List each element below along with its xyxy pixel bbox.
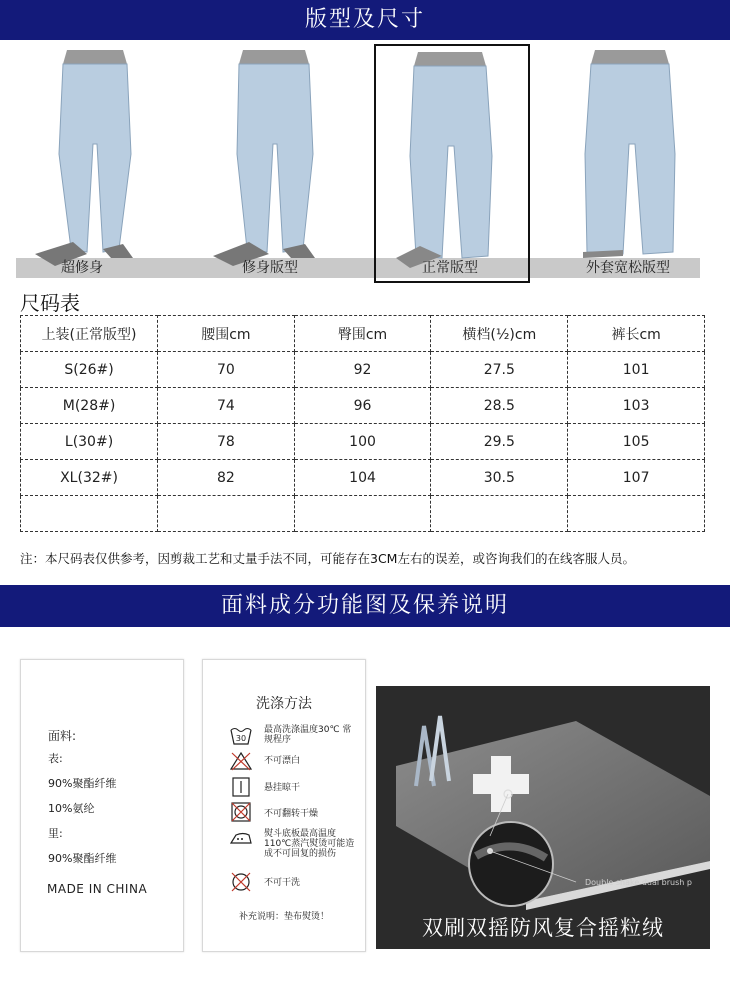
fit-size-banner: 版型及尺寸 [0, 0, 730, 40]
material-outer-comp2: 10%氨纶 [48, 802, 95, 815]
wash-instruction-4: 不可翻转干燥 [264, 809, 319, 819]
size-chart-title: 尺码表 [20, 291, 80, 315]
no-tumble-dry-icon [229, 801, 253, 823]
iron-icon [229, 826, 253, 848]
table-cell [568, 496, 705, 532]
wash-instruction-3: 悬挂晾干 [264, 783, 301, 793]
material-lining-comp: 90%聚酯纤维 [48, 852, 117, 865]
wash-supplement-note: 补充说明：垫布熨烫！ [238, 912, 329, 922]
table-cell: 104 [294, 460, 431, 496]
table-cell: 105 [568, 424, 705, 460]
table-cell: 78 [158, 424, 295, 460]
fabric-sub-caption: Double shake dual brush p [585, 878, 692, 887]
line-dry-icon [229, 776, 253, 798]
material-card [20, 659, 184, 952]
pants-illustration [553, 44, 713, 279]
fit-label-regular: 正常版型 [422, 260, 478, 276]
table-cell [294, 496, 431, 532]
pants-illustration [376, 46, 528, 281]
wash-instruction-6: 不可干洗 [264, 878, 301, 888]
fabric-care-banner: 面料成分功能图及保养说明 [0, 585, 730, 627]
table-cell [431, 496, 568, 532]
fit-regular-selected[interactable] [374, 44, 530, 283]
table-cell: 101 [568, 352, 705, 388]
table-cell: M(28#) [21, 388, 158, 424]
table-header: 上装(正常版型) [21, 316, 158, 352]
pants-illustration [195, 44, 355, 279]
fabric-caption: 双刷双摇防风复合摇粒绒 [422, 916, 664, 940]
wash-temp-text: 30 [235, 734, 247, 743]
material-fabric-label: 面料: [48, 729, 77, 743]
table-cell: 96 [294, 388, 431, 424]
no-dry-clean-icon [229, 871, 253, 893]
table-cell: 70 [158, 352, 295, 388]
fit-super-slim[interactable] [15, 44, 175, 279]
table-cell: 28.5 [431, 388, 568, 424]
wash-care-card [202, 659, 366, 952]
table-cell: 100 [294, 424, 431, 460]
table-cell: 103 [568, 388, 705, 424]
table-cell: L(30#) [21, 424, 158, 460]
table-cell: 92 [294, 352, 431, 388]
table-header: 横档(½)cm [431, 316, 568, 352]
fit-label-slim: 修身版型 [242, 260, 298, 276]
table-row [21, 496, 705, 532]
wash-instruction-5: 熨斗底板最高温度110℃蒸汽熨烫可能造成不可回复的损伤 [264, 829, 355, 859]
size-table [20, 315, 705, 532]
table-cell: 107 [568, 460, 705, 496]
fit-loose[interactable] [553, 44, 713, 279]
size-note: 注：本尺码表仅供参考，因剪裁工艺和丈量手法不同，可能存在3CM左右的误差，或咨询我们的在线客服人员。 [20, 551, 635, 566]
material-outer-label: 表: [48, 752, 63, 765]
fit-slim[interactable] [195, 44, 355, 279]
table-cell: 82 [158, 460, 295, 496]
wash-title: 洗涤方法 [256, 696, 312, 712]
table-header: 臀围cm [294, 316, 431, 352]
wash-30-icon [229, 724, 253, 746]
table-cell [21, 496, 158, 532]
material-outer-comp1: 90%聚酯纤维 [48, 777, 117, 790]
material-lining-label: 里: [48, 827, 63, 840]
fit-label-super-slim: 超修身 [61, 260, 103, 276]
table-cell: 74 [158, 388, 295, 424]
table-cell: S(26#) [21, 352, 158, 388]
table-row [21, 424, 705, 460]
table-cell [158, 496, 295, 532]
table-cell: XL(32#) [21, 460, 158, 496]
table-row [21, 460, 705, 496]
table-cell: 30.5 [431, 460, 568, 496]
no-bleach-icon [229, 750, 253, 772]
fabric-layer-illustration [376, 686, 710, 949]
table-header: 裤长cm [568, 316, 705, 352]
table-cell: 27.5 [431, 352, 568, 388]
fit-label-loose: 外套宽松版型 [586, 260, 670, 276]
pants-illustration [15, 44, 175, 279]
table-header-row [21, 316, 705, 352]
wash-instruction-2: 不可漂白 [264, 756, 301, 766]
made-in-label: MADE IN CHINA [47, 882, 148, 896]
table-cell: 29.5 [431, 424, 568, 460]
table-header: 腰围cm [158, 316, 295, 352]
fabric-feature-photo [376, 686, 710, 949]
table-row [21, 388, 705, 424]
wash-instruction-1: 最高洗涤温度30℃ 常规程序 [264, 725, 352, 745]
table-row [21, 352, 705, 388]
fit-gallery [0, 44, 730, 284]
